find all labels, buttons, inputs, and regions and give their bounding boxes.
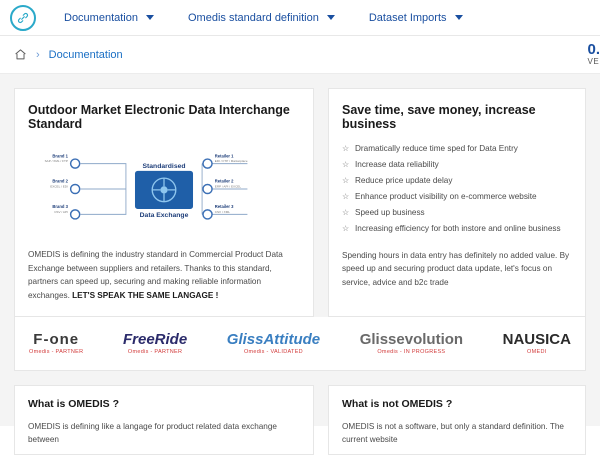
chevron-down-icon bbox=[146, 15, 154, 20]
svg-text:SAP / XML / FTP: SAP / XML / FTP bbox=[44, 159, 68, 164]
top-navigation-bar bbox=[0, 0, 600, 36]
svg-text:Standardised: Standardised bbox=[142, 163, 186, 171]
svg-text:EXCEL / EDI: EXCEL / EDI bbox=[50, 184, 68, 189]
standard-description-text: OMEDIS is defining the industry standard in Commercial Product Data Exchange between suppliers and retailers. Thanks to this standard, partners can speed up, securing and making reliable information exchanges. bbox=[28, 250, 283, 300]
partner-name: FreeRide bbox=[123, 330, 188, 348]
brand-logo[interactable] bbox=[10, 5, 36, 31]
card-what-is-not-omedis bbox=[328, 385, 586, 455]
version-indicator bbox=[587, 42, 600, 66]
list-item: ☆ Reduce price update delay bbox=[342, 173, 572, 189]
nav-items bbox=[64, 12, 463, 24]
partner-status-badge: Omedis - IN PROGRESS bbox=[377, 348, 446, 355]
svg-text:Retailer 2: Retailer 2 bbox=[214, 178, 234, 184]
svg-text:Brand 3: Brand 3 bbox=[52, 204, 68, 210]
partner-status-badge: Omedis - PARTNER bbox=[127, 348, 183, 355]
list-item: ☆ Enhance product visibility on e-commerce website bbox=[342, 189, 572, 205]
data-exchange-diagram bbox=[28, 143, 300, 235]
partner-name: GlissAttitude bbox=[226, 330, 321, 348]
nav-item-omedis-standard-definition[interactable] bbox=[188, 12, 335, 24]
link-icon bbox=[17, 12, 29, 24]
partners-strip bbox=[14, 317, 586, 371]
benefits-title: Save time, save money, increase business bbox=[342, 103, 536, 131]
card-what-is-omedis bbox=[14, 385, 314, 455]
svg-text:Data Exchange: Data Exchange bbox=[139, 212, 189, 220]
svg-text:EDI / FTP / Marketplace: EDI / FTP / Marketplace bbox=[214, 159, 248, 164]
benefits-description: Spending hours in data entry has definitely no added value. By speed up and securing product data update, let's focus on service, advice and b2c trade bbox=[342, 250, 570, 287]
chevron-down-icon bbox=[455, 15, 463, 20]
list-item: ☆ Increase data reliability bbox=[342, 157, 572, 173]
breadcrumb-item-documentation[interactable]: Documentation bbox=[48, 48, 123, 61]
home-icon[interactable] bbox=[14, 48, 27, 61]
svg-text:Brand 2: Brand 2 bbox=[52, 178, 68, 184]
partner-name: F-one bbox=[33, 330, 80, 348]
partner-logo-glissattitude[interactable] bbox=[227, 332, 320, 356]
list-item: ☆ Increasing efficiency for both instore and online business bbox=[342, 221, 572, 237]
partner-status-badge: OMEDI bbox=[527, 348, 547, 355]
svg-text:CSV / XML: CSV / XML bbox=[214, 210, 231, 215]
partner-logo-glissevolution[interactable] bbox=[360, 332, 463, 356]
page-title: Outdoor Market Electronic Data Interchange Standard bbox=[28, 103, 290, 131]
nav-item-documentation[interactable] bbox=[64, 12, 154, 24]
svg-text:ERP / API / EXCEL: ERP / API / EXCEL bbox=[214, 184, 242, 189]
partner-status-badge: Omedis - VALIDATED bbox=[243, 348, 303, 355]
chevron-down-icon bbox=[327, 15, 335, 20]
svg-text:CSV / API: CSV / API bbox=[54, 210, 68, 215]
standard-description bbox=[28, 248, 300, 302]
breadcrumb-separator: › bbox=[36, 48, 40, 61]
partner-logo-nausica[interactable] bbox=[503, 332, 571, 356]
version-label: VE bbox=[587, 56, 600, 66]
svg-text:Retailer 3: Retailer 3 bbox=[214, 204, 234, 210]
standard-description-emphasis: LET'S SPEAK THE SAME LANGAGE ! bbox=[72, 290, 219, 300]
page-content bbox=[0, 74, 600, 445]
nav-item-dataset-imports[interactable] bbox=[369, 12, 463, 24]
svg-text:Retailer 1: Retailer 1 bbox=[214, 153, 234, 159]
top-cards-row bbox=[14, 88, 586, 317]
nav-item-label: Omedis standard definition bbox=[188, 11, 319, 24]
partner-status-badge: Omedis - PARTNER bbox=[29, 348, 84, 355]
nav-item-label: Dataset Imports bbox=[368, 11, 447, 24]
section-title: What is OMEDIS ? bbox=[28, 398, 120, 411]
list-item: ☆ Speed up business bbox=[342, 205, 572, 221]
section-text: OMEDIS is not a software, but only a standard definition. The current website bbox=[342, 422, 564, 445]
bottom-cards-row bbox=[14, 385, 586, 455]
section-text: OMEDIS is defining like a langage for product related data exchange between bbox=[28, 422, 277, 445]
partner-logo-freeride[interactable] bbox=[123, 332, 187, 356]
svg-text:Brand 1: Brand 1 bbox=[52, 153, 68, 159]
benefits-list bbox=[342, 141, 572, 237]
partner-logo-f-one[interactable] bbox=[29, 332, 83, 356]
nav-item-label: Documentation bbox=[64, 11, 138, 24]
section-title: What is not OMEDIS ? bbox=[342, 398, 453, 411]
partner-name: NAUSICA bbox=[502, 330, 571, 348]
version-number: 0. bbox=[587, 41, 600, 58]
breadcrumb bbox=[0, 36, 600, 74]
card-benefits bbox=[328, 88, 586, 317]
card-standard-overview bbox=[14, 88, 314, 317]
list-item: ☆ Dramatically reduce time sped for Data Entry bbox=[342, 141, 572, 157]
partner-name: Glissevolution bbox=[359, 330, 464, 348]
